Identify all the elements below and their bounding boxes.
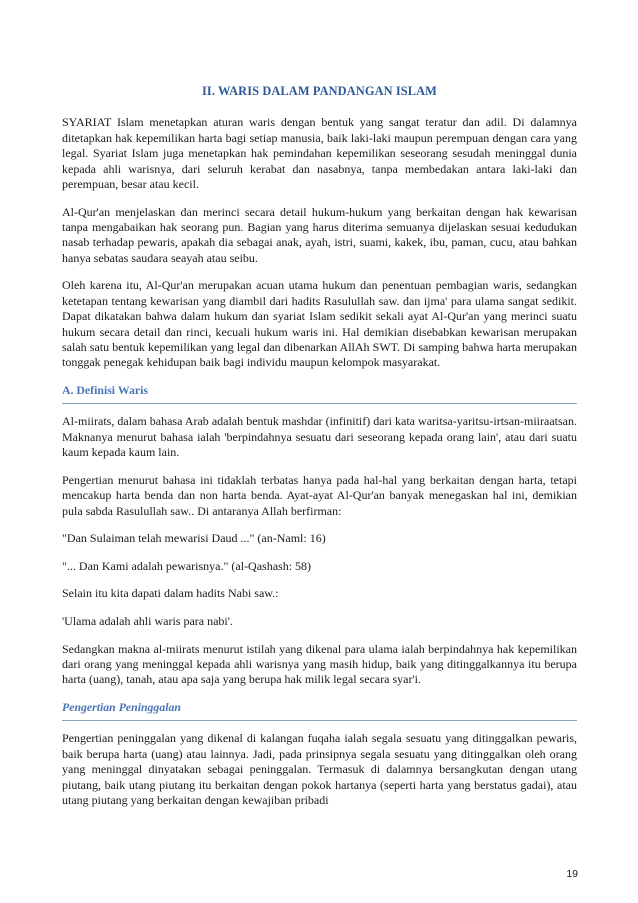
quote-hadits: 'Ulama adalah ahli waris para nabi'.: [62, 614, 233, 629]
intro-paragraph-3: Oleh karena itu, Al-Qur'an merupakan acuan utama hukum dan penentuan pembagian waris, sedangkan ketetapan tentang kewarisan yang diambil dari hadits Rasulullah saw. dan ijma' para ulama sangat sedikit. Dapat dikatakan bahwa dalam hukum dan syariat Islam sedikit sekali ayat Al-Qur'an yang merinci suatu hukum secara detail dan rinci, kecuali hukum waris ini. Hal demikian disebabkan kewarisan merupakan salah satu bentuk kepemilikan yang legal dan dibenarkan AllAh SWT. Di samping bahwa harta merupakan tonggak penegak kehidupan baik bagi individu maupun kelompok masyarakat.: [62, 278, 577, 370]
quote-al-qashash: "... Dan Kami adalah pewarisnya." (al-Qashash: 58): [62, 558, 312, 573]
quote-an-naml: "Dan Sulaiman telah mewarisi Daud ..." (an-Naml: 16): [62, 531, 326, 546]
intro-paragraph-2: Al-Qur'an menjelaskan dan merinci secara detail hukum-hukum yang berkaitan dengan hak kewarisan tanpa mengabaikan hak seorang pun. Bagian yang harus diterima semuanya dijelaskan sesuai kedudukan nasab terhadap pewaris, apakah dia sebagai anak, ayah, istri, suami, kakek, ibu, paman, cucu, atau bahkan hanya sebatas saudara seayah atau seibu.: [62, 204, 577, 265]
section-b-heading: Pengertian Peninggalan: [62, 700, 181, 715]
section-a-heading: A. Definisi Waris: [62, 383, 148, 398]
section-b-paragraph-1: Pengertian peninggalan yang dikenal di kalangan fuqaha ialah segala sesuatu yang ditinggalkan pewaris, baik berupa harta (uang) atau lainnya. Jadi, pada prinsipnya segala sesuatu yang ditinggalkan oleh orang yang meninggal dinyatakan sebagai peninggalan. Termasuk di dalamnya bersangkutan dengan utang piutang, baik utang piutang itu berkaitan dengan pokok hartanya (seperti harta yang berstatus gadai), atau utang piutang yang berkaitan dengan kewajiban pribadi: [62, 731, 577, 808]
section-a-paragraph-5: Selain itu kita dapati dalam hadits Nabi saw.:: [62, 586, 279, 601]
section-a-divider: [62, 403, 577, 404]
section-a-paragraph-2: Pengertian menurut bahasa ini tidaklah terbatas hanya pada hal-hal yang berkaitan dengan harta, tetapi mencakup harta benda dan non harta benda. Ayat-ayat Al-Qur'an banyak menegaskan hal ini, demikian pula sabda Rasulullah saw.. Di antaranya Allah berfirman:: [62, 472, 577, 518]
section-a-paragraph-1: Al-miirats, dalam bahasa Arab adalah bentuk mashdar (infinitif) dari kata waritsa-yaritsu-irtsan-miiraatsan. Maknanya menurut bahasa ialah 'berpindahnya sesuatu dari seseorang kepada orang lain', atau dari suatu kaum kepada kaum lain.: [62, 414, 577, 460]
chapter-title: II. WARIS DALAM PANDANGAN ISLAM: [202, 84, 437, 98]
page-number: 19: [566, 868, 578, 880]
section-a-paragraph-7: Sedangkan makna al-miirats menurut istilah yang dikenal para ulama ialah berpindahnya hak kepemilikan dari orang yang meninggal kepada ahli warisnya yang masih hidup, baik yang ditinggalkannya itu berupa harta (uang), tanah, atau apa saja yang berupa hak milik legal secara syar'i.: [62, 641, 577, 687]
intro-paragraph-1: SYARIAT Islam menetapkan aturan waris dengan bentuk yang sangat teratur dan adil. Di dalamnya ditetapkan hak kepemilikan harta bagi setiap manusia, baik laki-laki maupun perempuan dengan cara yang legal. Syariat Islam juga menetapkan hak pemindahan kepemilikan seseorang sesudah meninggal dunia kepada ahli warisnya, dari seluruh kerabat dan nasabnya, tanpa membedakan antara laki-laki dan perempuan, besar atau kecil.: [62, 115, 577, 192]
section-b-divider: [62, 720, 577, 721]
document-page: [62, 84, 577, 821]
